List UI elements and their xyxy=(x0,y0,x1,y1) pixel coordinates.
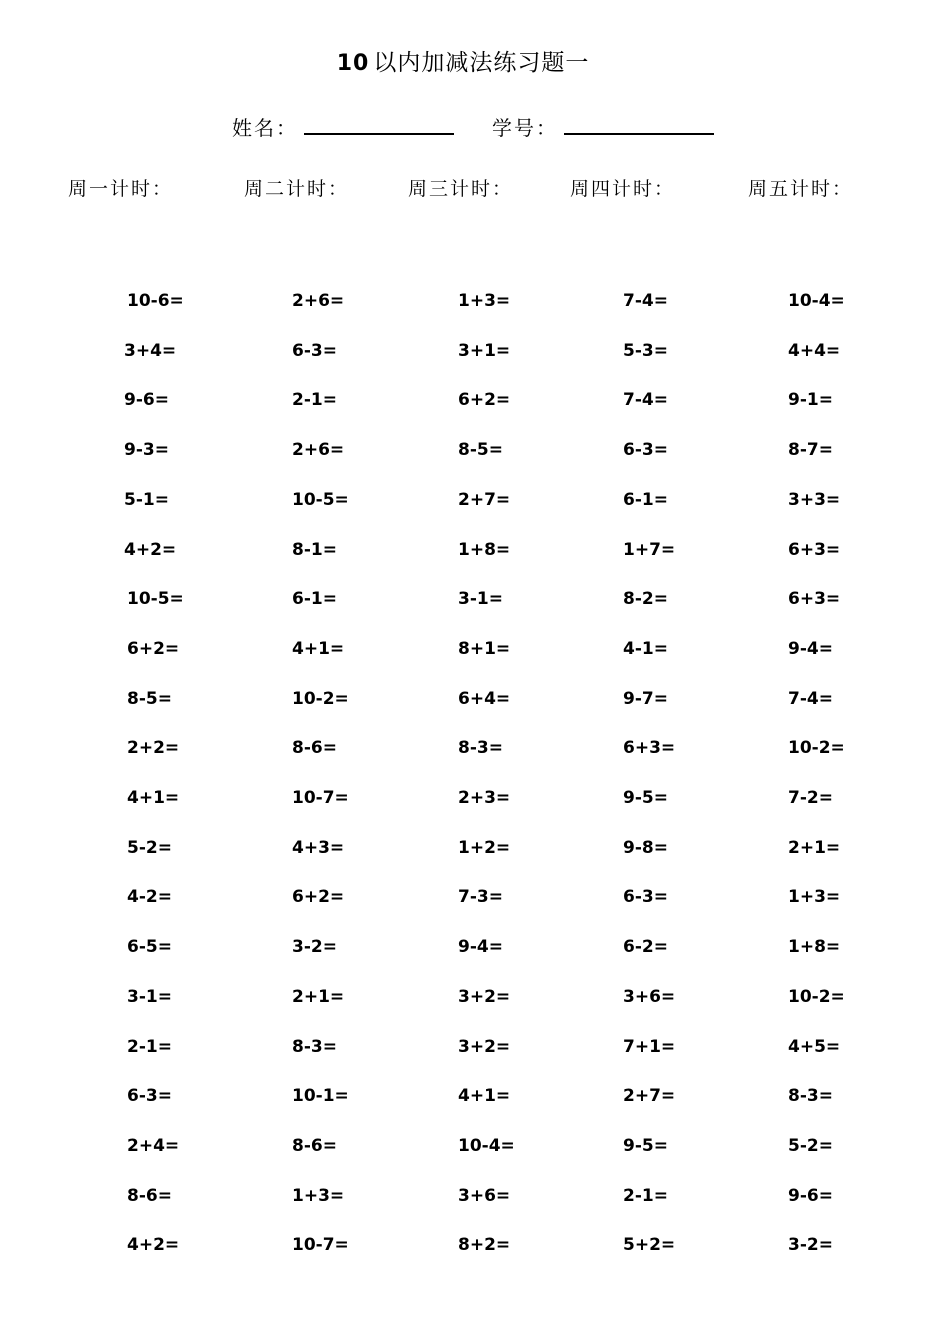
problem-item: 5-3= xyxy=(623,341,668,361)
problem-item: 9-8= xyxy=(623,838,668,858)
problem-item: 7-4= xyxy=(788,689,833,709)
day-timer-tuesday: 周二计时： xyxy=(244,178,350,200)
problem-item: 9-4= xyxy=(788,639,833,659)
day-timer-thursday: 周四计时： xyxy=(570,178,676,200)
problem-item: 3+1= xyxy=(458,341,511,361)
problem-item: 9-7= xyxy=(623,689,668,709)
problem-item: 9-6= xyxy=(788,1186,833,1206)
problem-item: 4-1= xyxy=(623,639,668,659)
problem-item: 4+2= xyxy=(127,1235,180,1255)
problem-item: 8-6= xyxy=(127,1186,172,1206)
problem-item: 7-4= xyxy=(623,291,668,311)
problem-item: 7-4= xyxy=(623,390,668,410)
problem-item: 3-2= xyxy=(292,937,337,957)
problem-item: 9-5= xyxy=(623,1136,668,1156)
problem-item: 6-3= xyxy=(623,440,668,460)
problem-item: 9-5= xyxy=(623,788,668,808)
problem-item: 6-3= xyxy=(127,1086,172,1106)
problem-item: 10-4= xyxy=(458,1136,515,1156)
problem-item: 1+3= xyxy=(788,887,841,907)
problem-item: 8-2= xyxy=(623,589,668,609)
problem-item: 10-2= xyxy=(788,987,845,1007)
problem-item: 6+3= xyxy=(788,589,841,609)
day-timer-friday: 周五计时： xyxy=(748,178,854,200)
problem-item: 7+1= xyxy=(623,1037,676,1057)
problem-item: 5-1= xyxy=(124,490,169,510)
problem-item: 8+1= xyxy=(458,639,511,659)
problem-item: 3+6= xyxy=(623,987,676,1007)
day-timer-wednesday: 周三计时： xyxy=(408,178,514,200)
problem-item: 6+3= xyxy=(788,540,841,560)
problem-item: 2-1= xyxy=(127,1037,172,1057)
problem-item: 3+2= xyxy=(458,1037,511,1057)
problem-item: 2+4= xyxy=(127,1136,180,1156)
problem-item: 10-5= xyxy=(292,490,349,510)
problem-item: 2+6= xyxy=(292,440,345,460)
problem-item: 9-4= xyxy=(458,937,503,957)
problem-item: 4+3= xyxy=(292,838,345,858)
problem-item: 3-2= xyxy=(788,1235,833,1255)
problem-item: 8-3= xyxy=(292,1037,337,1057)
problem-item: 7-2= xyxy=(788,788,833,808)
problem-item: 2+1= xyxy=(788,838,841,858)
problem-item: 6+2= xyxy=(292,887,345,907)
problem-item: 10-2= xyxy=(788,738,845,758)
problem-item: 1+3= xyxy=(458,291,511,311)
problem-item: 2+7= xyxy=(623,1086,676,1106)
problem-item: 8-3= xyxy=(458,738,503,758)
problem-item: 6+4= xyxy=(458,689,511,709)
problem-item: 8+2= xyxy=(458,1235,511,1255)
problem-item: 4+1= xyxy=(458,1086,511,1106)
problem-item: 4+1= xyxy=(127,788,180,808)
problem-item: 5+2= xyxy=(623,1235,676,1255)
problem-item: 6+2= xyxy=(127,639,180,659)
problem-item: 1+8= xyxy=(788,937,841,957)
problem-item: 6-1= xyxy=(623,490,668,510)
problem-item: 8-7= xyxy=(788,440,833,460)
problem-item: 9-3= xyxy=(124,440,169,460)
problem-item: 6-2= xyxy=(623,937,668,957)
problem-item: 2+7= xyxy=(458,490,511,510)
problem-item: 9-1= xyxy=(788,390,833,410)
problem-item: 4+2= xyxy=(124,540,177,560)
problem-item: 1+7= xyxy=(623,540,676,560)
problem-item: 6+3= xyxy=(623,738,676,758)
title-text: 以内加减法练习题一 xyxy=(373,50,590,76)
problem-item: 10-2= xyxy=(292,689,349,709)
problem-item: 2+2= xyxy=(127,738,180,758)
problem-item: 10-4= xyxy=(788,291,845,311)
problem-item: 1+2= xyxy=(458,838,511,858)
problem-item: 5-2= xyxy=(788,1136,833,1156)
problem-item: 3+4= xyxy=(124,341,177,361)
problem-item: 4+4= xyxy=(788,341,841,361)
problem-item: 8-6= xyxy=(292,1136,337,1156)
problem-item: 2+6= xyxy=(292,291,345,311)
problem-item: 10-7= xyxy=(292,1235,349,1255)
day-timer-monday: 周一计时： xyxy=(68,178,174,200)
problem-item: 3+6= xyxy=(458,1186,511,1206)
problem-item: 8-1= xyxy=(292,540,337,560)
problem-item: 6-5= xyxy=(127,937,172,957)
problem-item: 4-2= xyxy=(127,887,172,907)
problem-item: 3-1= xyxy=(127,987,172,1007)
problem-item: 8-5= xyxy=(127,689,172,709)
problem-item: 6+2= xyxy=(458,390,511,410)
student-id-label: 学号： xyxy=(492,116,558,140)
problem-item: 2+1= xyxy=(292,987,345,1007)
problem-item: 1+8= xyxy=(458,540,511,560)
title-number: 10 xyxy=(336,51,370,76)
problem-item: 3+2= xyxy=(458,987,511,1007)
problem-item: 7-3= xyxy=(458,887,503,907)
problem-item: 6-3= xyxy=(623,887,668,907)
problem-item: 6-3= xyxy=(292,341,337,361)
name-label: 姓名： xyxy=(232,116,298,140)
problem-item: 9-6= xyxy=(124,390,169,410)
problem-item: 10-6= xyxy=(127,291,184,311)
problem-item: 10-7= xyxy=(292,788,349,808)
problem-item: 4+1= xyxy=(292,639,345,659)
problem-item: 10-1= xyxy=(292,1086,349,1106)
problem-item: 5-2= xyxy=(127,838,172,858)
problem-item: 2+3= xyxy=(458,788,511,808)
problem-item: 1+3= xyxy=(292,1186,345,1206)
problem-item: 2-1= xyxy=(623,1186,668,1206)
problem-item: 6-1= xyxy=(292,589,337,609)
problem-item: 3-1= xyxy=(458,589,503,609)
problem-item: 4+5= xyxy=(788,1037,841,1057)
problem-item: 8-3= xyxy=(788,1086,833,1106)
problem-item: 8-6= xyxy=(292,738,337,758)
problem-item: 3+3= xyxy=(788,490,841,510)
problem-item: 8-5= xyxy=(458,440,503,460)
problem-item: 2-1= xyxy=(292,390,337,410)
problem-item: 10-5= xyxy=(127,589,184,609)
